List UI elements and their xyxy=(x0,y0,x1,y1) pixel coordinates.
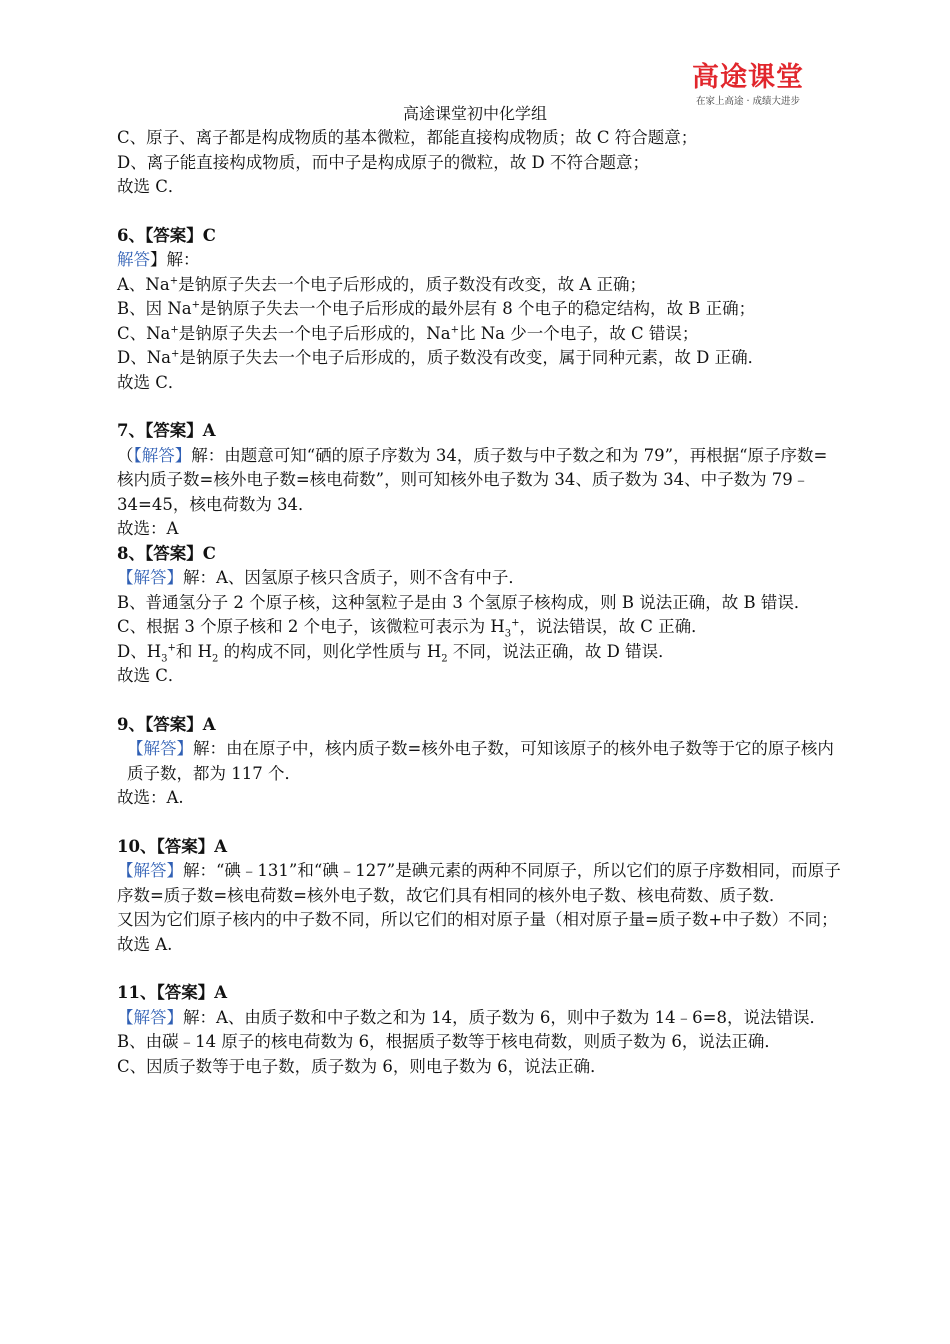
q7-conclusion: 故选：A xyxy=(117,519,179,538)
intro-conclusion: 故选 C． xyxy=(117,177,185,196)
q10-solution: 【解答】解：“碘﹣131”和“碘﹣127”是碘元素的两种不同原子，所以它们的原子序数相同，而原子序数=质子数=核电荷数=核外电子数，故它们具有相同的核外电子数、核电荷数、质子数． xyxy=(117,861,841,905)
q10-jieda: 【解答】 xyxy=(117,861,183,880)
q9-heading: 9、【答案】A xyxy=(117,714,216,734)
q11-option-b: B、由碳﹣14 原子的核电荷数为 6，根据质子数等于核电荷数，则质子数为 6，说法正确． xyxy=(117,1032,781,1051)
q9-conclusion: 故选：A. xyxy=(117,788,184,807)
q8-option-d: D、$H_3^+$和 $H_2$ 的构成不同，则化学性质与 $H_2$ 不同，说法正确，故 D 错误． xyxy=(117,641,675,664)
intro-line-d: D、离子能直接构成物质，而中子是构成原子的微粒，故 D 不符合题意； xyxy=(117,152,649,172)
q8-conclusion: 故选 C． xyxy=(117,666,185,685)
q9-solution: 【解答】解：由在原子中，核内质子数=核外电子数，可知该原子的核外电子数等于它的原子核内质子数，都为 117 个． xyxy=(127,739,834,783)
q7-heading: 7、【答案】A xyxy=(117,421,216,440)
q11-option-c: C、因质子数等于电子数，质子数为 6，则电子数为 6，说法正确． xyxy=(117,1056,607,1076)
q7-jieda: 【解答】 xyxy=(133,445,192,465)
q11-jieda: 【解答】 xyxy=(117,1007,183,1027)
q6-jieda-rest: 】解： xyxy=(150,250,200,269)
q6-option-c: C、Na+是钠原子失去一个电子后形成的，Na+比 Na 少一个电子，故 C 错误； xyxy=(117,323,699,343)
q6-solution-label xyxy=(117,248,842,273)
q10-solution-2: 又因为它们原子核内的中子数不同，所以它们的相对原子量（相对原子量=质子数+中子数）不同； xyxy=(117,910,838,929)
document-body xyxy=(117,126,842,1079)
logo-title: 高途课堂 xyxy=(692,62,804,93)
q6-option-a: A、Na+是钠原子失去一个电子后形成的，质子数没有改变，故 A 正确； xyxy=(117,274,646,294)
q10-conclusion: 故选 A. xyxy=(117,934,173,954)
q6-conclusion: 故选 C． xyxy=(117,372,185,392)
q11-option-a: 【解答】解：A、由质子数和中子数之和为 14，质子数为 6，则中子数为 14﹣6=8，说法错误． xyxy=(117,1007,826,1027)
q7-solution: （【解答】解：由题意可知“硒的原子序数为 34，质子数与中子数之和为 79”，再根据“原子序数=核内质子数=核外电子数=核电荷数”，则可知核外电子数为 34、质子数为 34、中子数为 79﹣34=45，核电荷数为 34． xyxy=(117,445,828,514)
q8-option-c: C、根据 3 个原子核和 2 个电子，该微粒可表示为 $H_3^+$，说法错误，故 C 正确． xyxy=(117,617,708,640)
q8-heading: 8、【答案】C xyxy=(117,543,216,563)
q8-option-b: B、普通氢分子 2 个原子核，这种氢粒子是由 3 个氢原子核构成，则 B 说法正确，故 B 错误． xyxy=(117,592,811,612)
page-header: 高途课堂初中化学组 xyxy=(402,104,547,123)
q6-option-b: B、因 Na+是钠原子失去一个电子后形成的最外层有 8 个电子的稳定结构，故 B 正确； xyxy=(117,299,756,318)
q8-jieda: 【解答】 xyxy=(117,568,183,587)
q6-option-d: D、Na+是钠原子失去一个电子后形成的，质子数没有改变，属于同种元素，故 D 正确． xyxy=(117,348,765,367)
q6-heading: 6、【答案】C xyxy=(117,225,216,245)
brand-logo xyxy=(686,62,810,108)
logo-slogan: 在家上高途 · 成绩大进步 xyxy=(695,96,801,107)
q6-jieda: 解答 xyxy=(117,250,150,269)
intro-line-c: C、原子、离子都是构成物质的基本微粒，都能直接构成物质；故 C 符合题意； xyxy=(117,128,698,147)
q9-jieda: 【解答】 xyxy=(127,739,193,758)
q8-option-a: 【解答】解：A、因氢原子核只含质子，则不含有中子． xyxy=(117,568,525,587)
q10-heading: 10、【答案】A xyxy=(117,836,228,856)
q11-heading: 11、【答案】A xyxy=(117,983,228,1002)
